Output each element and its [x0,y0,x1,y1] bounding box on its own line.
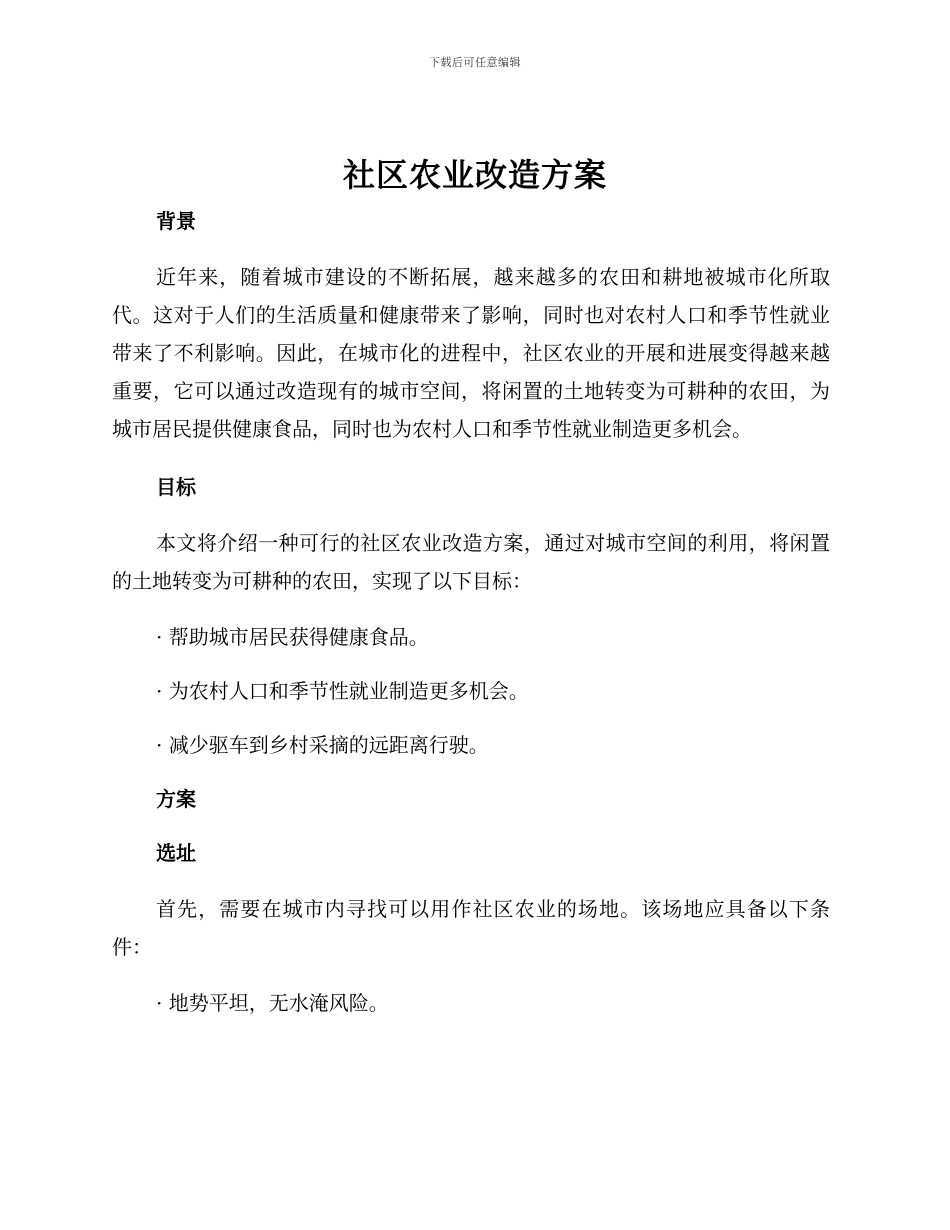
section-heading-plan: 方案 [156,787,196,811]
document-body [112,204,830,1020]
document-title: 社区农业改造方案 [342,156,607,194]
list-item: · 减少驱车到乡村采摘的远距离行驶。 [156,733,489,757]
page-header: 下载后可任意编辑 [429,56,521,69]
section-heading-background: 背景 [156,209,196,233]
section-heading-site: 选址 [156,841,196,865]
site-paragraph: 首先，需要在城市内寻找可以用作社区农业的场地。该场地应具备以下条件： [112,897,830,959]
list-item: · 为农村人口和季节性就业制造更多机会。 [156,679,529,703]
goals-paragraph: 本文将介绍一种可行的社区农业改造方案，通过对城市空间的利用，将闲置的土地转变为可耕种的农田，实现了以下目标： [112,531,830,593]
background-paragraph: 近年来，随着城市建设的不断拓展，越来越多的农田和耕地被城市化所取代。这对于人们的生活质量和健康带来了影响，同时也对农村人口和季节性就业带来了不利影响。因此，在城市化的进程中，社区农业的开展和进展变得越来越重要，它可以通过改造现有的城市空间，将闲置的土地转变为可耕种的农田，为城市居民提供健康食品，同时也为农村人口和季节性就业制造更多机会。 [112,265,830,441]
list-item: · 帮助城市居民获得健康食品。 [156,625,429,649]
list-item: · 地势平坦，无水淹风险。 [156,991,389,1015]
section-heading-goals: 目标 [156,475,196,499]
